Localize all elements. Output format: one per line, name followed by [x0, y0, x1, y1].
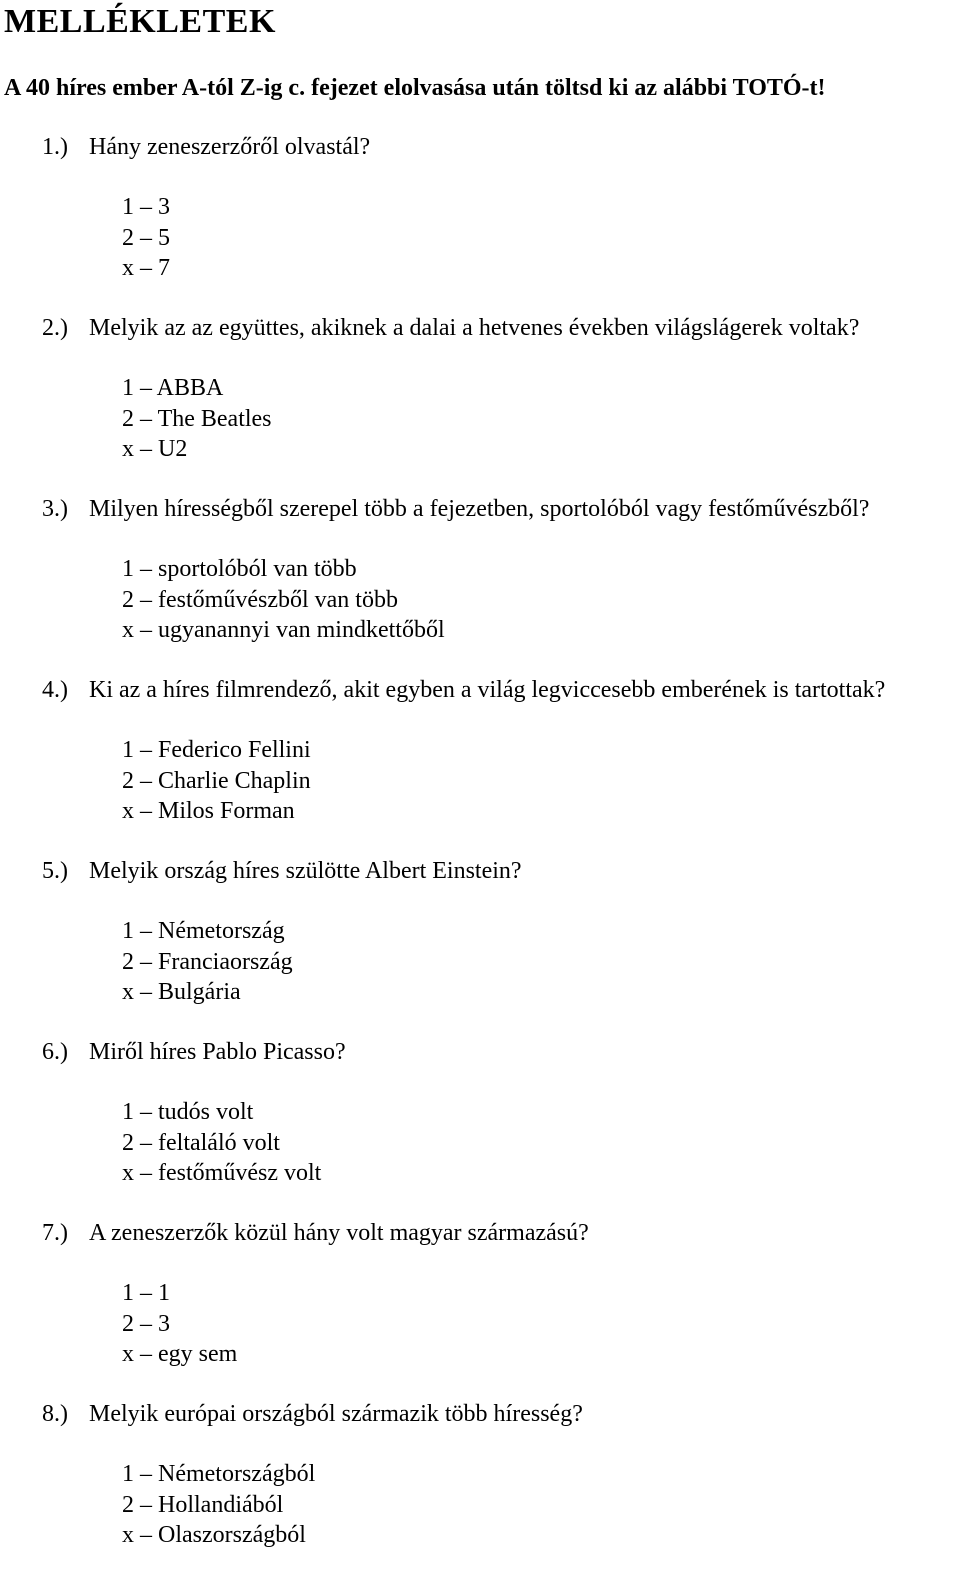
- answer-option-x: x – Olaszországból: [122, 1522, 306, 1548]
- question-text: Melyik az az együttes, akiknek a dalai a hetvenes években világslágerek voltak?: [89, 315, 860, 341]
- answer-options: [122, 192, 170, 284]
- question-number: 2.): [42, 315, 68, 341]
- question-number: 8.): [42, 1401, 68, 1427]
- answer-option-1: 1 – Németországból: [122, 1461, 316, 1487]
- question-text: A zeneszerzők közül hány volt magyar származású?: [89, 1220, 589, 1246]
- question-text: Ki az a híres filmrendező, akit egyben a világ legviccesebb emberének is tartottak?: [89, 677, 886, 703]
- question-text-row: [42, 131, 370, 163]
- question-number: 3.): [42, 496, 68, 522]
- question-text-row: [42, 312, 859, 344]
- answer-options: [122, 1278, 237, 1370]
- answer-option-1: 1 – Federico Fellini: [122, 737, 311, 763]
- question-2: [0, 312, 960, 493]
- question-number: 7.): [42, 1220, 68, 1246]
- page-title: MELLÉKLETEK: [4, 3, 276, 40]
- question-number: 6.): [42, 1039, 68, 1065]
- answer-option-2: 2 – Charlie Chaplin: [122, 767, 311, 794]
- question-text: Milyen hírességből szerepel több a fejezetben, sportolóból vagy festőművészből?: [89, 496, 870, 522]
- answer-option-x: x – 7: [122, 255, 170, 281]
- question-1: [0, 131, 960, 312]
- question-8: [0, 1398, 960, 1579]
- question-number: 4.): [42, 677, 68, 703]
- answer-option-2: 2 – feltaláló volt: [122, 1129, 280, 1156]
- answer-options: [122, 1097, 321, 1189]
- question-text: Miről híres Pablo Picasso?: [89, 1039, 346, 1065]
- question-number: 5.): [42, 858, 68, 884]
- answer-option-x: x – Milos Forman: [122, 798, 295, 824]
- answer-option-x: x – egy sem: [122, 1341, 238, 1367]
- answer-options: [122, 735, 311, 827]
- question-number: 1.): [42, 134, 68, 160]
- question-text-row: [42, 1036, 346, 1068]
- question-3: [0, 493, 960, 674]
- question-text-row: [42, 1217, 589, 1249]
- question-text-row: [42, 855, 522, 887]
- answer-option-1: 1 – tudós volt: [122, 1099, 254, 1125]
- question-text-row: [42, 1398, 583, 1430]
- answer-option-2: 2 – Hollandiából: [122, 1491, 284, 1518]
- question-list: [0, 131, 960, 1579]
- question-text-row: [42, 493, 869, 525]
- answer-options: [122, 373, 272, 465]
- question-6: [0, 1036, 960, 1217]
- answer-option-2: 2 – The Beatles: [122, 405, 272, 432]
- answer-option-2: 2 – festőművészből van több: [122, 586, 398, 613]
- question-7: [0, 1217, 960, 1398]
- answer-option-2: 2 – 3: [122, 1310, 170, 1337]
- question-text: Melyik európai országból származik több híresség?: [89, 1401, 583, 1427]
- answer-options: [122, 1459, 315, 1551]
- question-text-row: [42, 674, 885, 706]
- instructions-heading: A 40 híres ember A-tól Z-ig c. fejezet elolvasása után töltsd ki az alábbi TOTÓ-t!: [4, 75, 826, 101]
- answer-options: [122, 554, 445, 646]
- answer-option-1: 1 – ABBA: [122, 375, 224, 401]
- answer-option-1: 1 – Németország: [122, 918, 285, 944]
- answer-option-x: x – U2: [122, 436, 188, 462]
- answer-option-1: 1 – 3: [122, 194, 170, 220]
- question-text: Hány zeneszerzőről olvastál?: [89, 134, 371, 160]
- answer-option-1: 1 – sportolóból van több: [122, 556, 357, 582]
- question-4: [0, 674, 960, 855]
- answer-options: [122, 916, 293, 1008]
- answer-option-1: 1 – 1: [122, 1280, 170, 1306]
- question-5: [0, 855, 960, 1036]
- answer-option-2: 2 – 5: [122, 224, 170, 251]
- answer-option-x: x – ugyanannyi van mindkettőből: [122, 617, 445, 643]
- answer-option-2: 2 – Franciaország: [122, 948, 293, 975]
- question-text: Melyik ország híres szülötte Albert Einstein?: [89, 858, 522, 884]
- answer-option-x: x – Bulgária: [122, 979, 241, 1005]
- answer-option-x: x – festőművész volt: [122, 1160, 322, 1186]
